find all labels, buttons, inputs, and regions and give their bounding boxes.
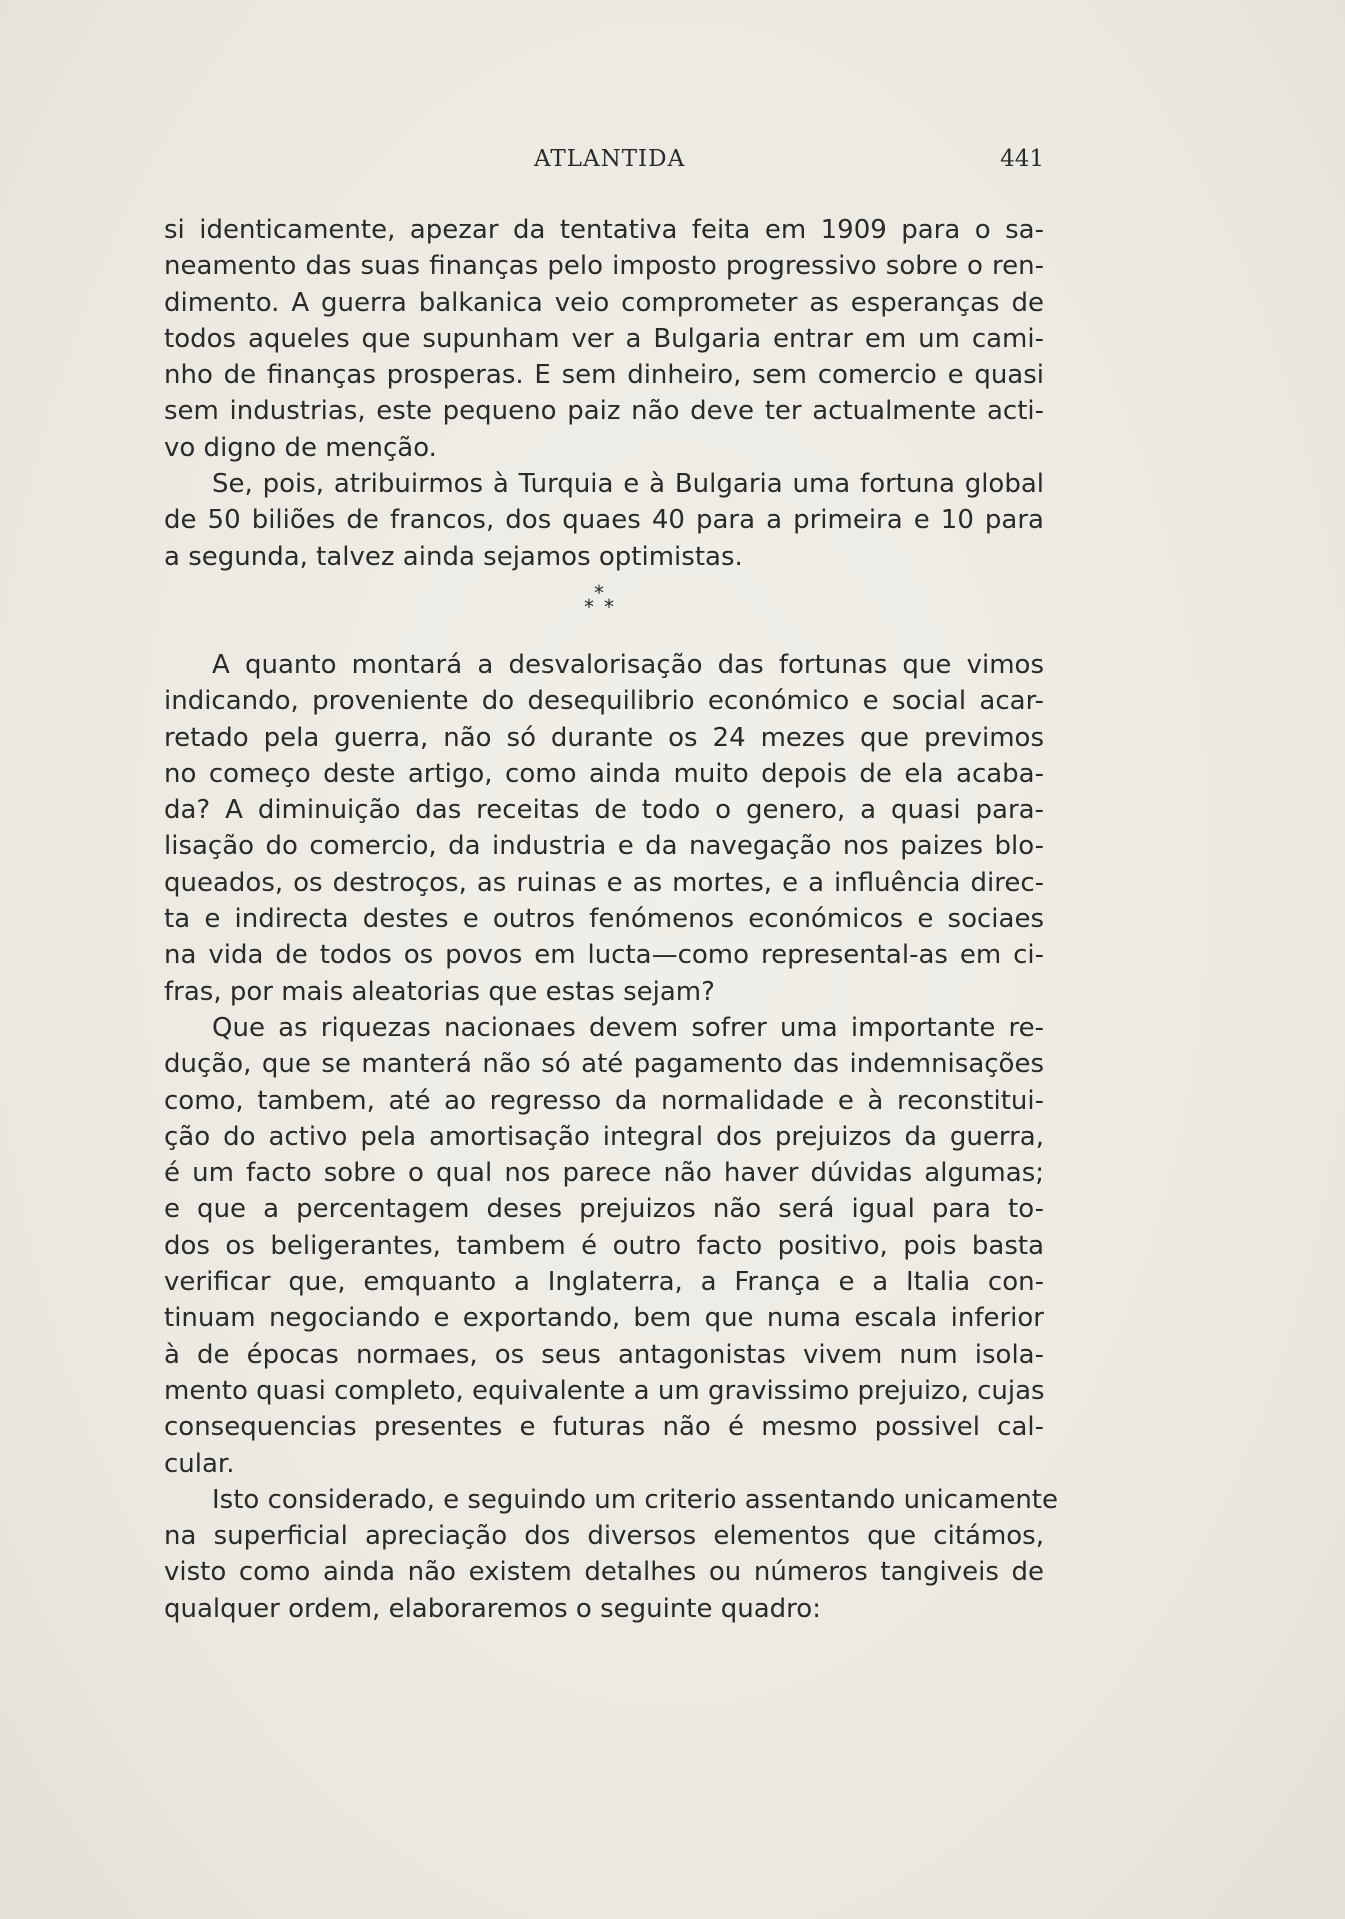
- text-line: a segunda, talvez ainda sejamos optimistas.: [164, 541, 743, 572]
- section-break-asterism: [164, 575, 1044, 647]
- body-text: [164, 212, 1058, 1627]
- text-line: todos aqueles que supunham ver a Bulgaria entrar em um cami-: [164, 323, 1044, 354]
- text-line: no começo deste artigo, como ainda muito depois de ela acaba-: [164, 758, 1044, 789]
- text-line: qualquer ordem, elaboraremos o seguinte quadro:: [164, 1593, 821, 1624]
- paragraph-5: [164, 1482, 1058, 1627]
- paragraph-4: [164, 1010, 1044, 1482]
- text-line: Isto considerado, e seguindo um criterio assentando unicamente: [212, 1484, 1058, 1515]
- text-line: sem industrias, este pequeno paiz não deve ter actualmente acti-: [164, 396, 1044, 427]
- text-line: à de épocas normaes, os seus antagonistas vivem num isola-: [164, 1339, 1044, 1370]
- text-line: ta e indirecta destes e outros fenómenos económicos e sociaes: [164, 904, 1044, 935]
- text-line: mento quasi completo, equivalente a um gravissimo prejuizo, cujas: [164, 1375, 1045, 1406]
- text-line: si identicamente, apezar da tentativa feita em 1909 para o sa-: [164, 215, 1044, 245]
- text-line: vo digno de menção.: [164, 432, 437, 463]
- text-line: queados, os destroços, as ruinas e as mortes, e a influência direc-: [164, 867, 1044, 898]
- text-line: fras, por mais aleatorias que estas sejam?: [164, 976, 715, 1007]
- text-line: Que as riquezas nacionaes devem sofrer uma importante re-: [212, 1012, 1044, 1043]
- text-line: dimento. A guerra balkanica veio comprometer as esperanças de: [164, 287, 1044, 318]
- text-line: neamento das suas finanças pelo imposto progressivo sobre o ren-: [164, 251, 1044, 282]
- text-line: lisação do comercio, da industria e da navegação nos paizes blo-: [164, 831, 1044, 862]
- paragraph-3: [164, 647, 1044, 1010]
- text-line: consequencias presentes e futuras não é mesmo possivel cal-: [164, 1412, 1044, 1443]
- asterisk-right: *: [604, 594, 614, 619]
- text-line: ção do activo pela amortisação integral dos prejuizos da guerra,: [164, 1121, 1044, 1152]
- text-line: como, tambem, até ao regresso da normalidade e à reconstitui-: [164, 1085, 1044, 1116]
- text-line: dos os beligerantes, tambem é outro facto positivo, pois basta: [164, 1230, 1044, 1261]
- paragraph-1: [164, 212, 1044, 466]
- text-line: dução, que se manterá não só até pagamento das indemnisações: [164, 1049, 1044, 1080]
- text-line: da? A diminuição das receitas de todo o genero, a quasi para-: [164, 795, 1044, 826]
- page-number: 441: [1000, 146, 1044, 172]
- text-line: Se, pois, atribuirmos à Turquia e à Bulgaria uma fortuna global: [212, 469, 1044, 500]
- asterisk-top: *: [594, 580, 604, 605]
- text-line: visto como ainda não existem detalhes ou números tangiveis de: [164, 1557, 1044, 1588]
- text-line: nho de finanças prosperas. E sem dinheiro, sem comercio e quasi: [164, 360, 1044, 391]
- text-line: de 50 biliões de francos, dos quaes 40 para a primeira e 10 para: [164, 505, 1044, 536]
- text-line: cular.: [164, 1448, 235, 1479]
- text-line: na superficial apreciação dos diversos elementos que citámos,: [164, 1521, 1044, 1552]
- running-title: ATLANTIDA: [534, 146, 686, 172]
- page-header: [164, 146, 1044, 178]
- asterisk-left: *: [584, 594, 594, 619]
- text-line: e que a percentagem deses prejuizos não será igual para to-: [164, 1194, 1044, 1225]
- text-line: A quanto montará a desvalorisação das fortunas que vimos: [212, 649, 1044, 680]
- text-line: é um facto sobre o qual nos parece não haver dúvidas algumas;: [164, 1158, 1044, 1189]
- text-line: indicando, proveniente do desequilibrio económico e social acar-: [164, 686, 1044, 717]
- text-line: retado pela guerra, não só durante os 24 mezes que previmos: [164, 722, 1044, 753]
- text-line: na vida de todos os povos em lucta—como represental-as em ci-: [164, 940, 1044, 971]
- text-line: tinuam negociando e exportando, bem que numa escala inferior: [164, 1303, 1044, 1334]
- text-line: verificar que, emquanto a Inglaterra, a França e a Italia con-: [164, 1267, 1044, 1298]
- paragraph-2: [164, 466, 1044, 575]
